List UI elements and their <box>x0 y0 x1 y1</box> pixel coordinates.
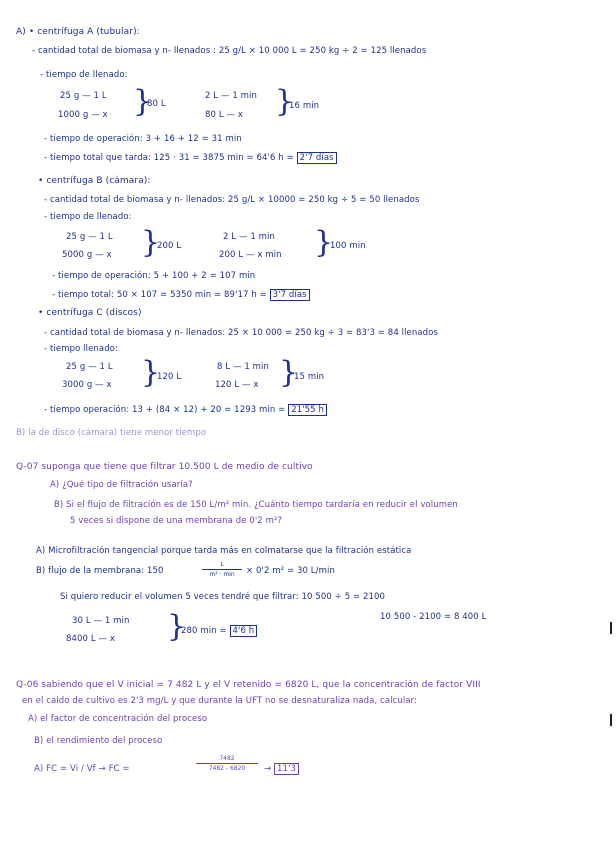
section-b-fill-result: 100 min <box>330 241 366 251</box>
q06-answer-box: 11'3 <box>274 763 299 775</box>
q07-answer-b-flow-result: × 0'2 m² = 30 L/min <box>246 566 335 576</box>
section-c-operation-box: 21'55 h <box>288 404 327 416</box>
section-a-line-biomass: - cantidad total de biomasa y n- llenados : 25 g/L × 10 000 L = 250 kg ÷ 2 = 125 llenados <box>32 46 427 56</box>
section-a-fill-result: 16 min <box>289 101 320 111</box>
section-a-total-text: - tiempo total que tarda: 125 · 31 = 3875 min = 64'6 h = <box>44 153 294 163</box>
q06-title-line2: en el caldo de cultivo es 2'3 mg/L y que durante la UFT no se desnaturaliza nada, calcular: <box>22 696 418 706</box>
section-b-rule-2: 5000 g — x <box>62 250 112 260</box>
brace: } <box>133 84 153 119</box>
scan-edge-mark <box>610 622 612 634</box>
brace: } <box>141 355 161 390</box>
brace: } <box>141 225 161 260</box>
q07-flow-fraction <box>202 561 242 578</box>
section-a-rule-1: 25 g — 1 L <box>60 91 107 101</box>
q07-question-b-line2: 5 veces si dispone de una membrana de 0'2 m²? <box>70 516 283 526</box>
section-b-total-box: 3'7 días <box>270 289 310 301</box>
q07-question-b-line1: B) Si el flujo de filtración es de 150 L/m² min. ¿Cuánto tiempo tardaría en reducir el volumen <box>54 500 458 510</box>
q06-answer-arrow: → <box>264 764 272 774</box>
section-b-line-total <box>52 290 310 300</box>
q06-fraction-den: 7482 - 6820 <box>208 765 246 772</box>
q07-question-a: A) ¿Qué tipo de filtración usaría? <box>50 480 193 490</box>
section-a-rule-3: 2 L — 1 min <box>205 91 257 101</box>
q07-proportion-2: 8400 L — x <box>66 634 116 644</box>
q06-answer-a: A) FC = Vi / Vf → FC = <box>34 764 130 774</box>
section-a-line-operation: - tiempo de operación: 3 + 16 + 12 = 31 min <box>44 134 242 144</box>
section-b-line-fill-time: - tiempo de llenado: <box>44 212 132 222</box>
section-c-line-biomass: - cantidad total de biomasa y n- llenados: 25 × 10 000 = 250 kg ÷ 3 = 83'3 = 84 llenados <box>44 328 439 338</box>
q06-question-a: A) el factor de concentración del proceso <box>28 714 208 724</box>
section-a-rule-2: 1000 g — x <box>58 110 108 120</box>
section-b-rule-4: 200 L — x min <box>219 250 282 260</box>
q07-answer-b-flow: B) flujo de la membrana: 150 <box>36 566 164 576</box>
section-a-total-box: 2'7 días <box>297 152 337 164</box>
section-c-title: • centrífuga C (discos) <box>38 308 142 318</box>
section-b-rule-result: 200 L <box>157 241 182 251</box>
q06-fraction <box>196 755 258 772</box>
brace: } <box>279 355 299 390</box>
q07-flow-fraction-den: m² · min <box>209 571 235 578</box>
q06-answer-result <box>264 764 299 774</box>
section-c-rule-4: 120 L — x <box>215 380 259 390</box>
brace: } <box>167 609 187 644</box>
section-c-fill-result: 15 min <box>294 372 325 382</box>
q07-title: Q-07 suponga que tiene que filtrar 10.500 L de medio de cultivo <box>16 462 313 472</box>
section-b-total-text: - tiempo total: 50 × 107 = 5350 min = 89'17 h = <box>52 290 267 300</box>
section-b-line-operation: - tiempo de operación: 5 + 100 + 2 = 107 min <box>52 271 256 281</box>
q07-time-result <box>181 626 257 636</box>
section-b-line-biomass: - cantidad total de biomasa y n- llenados: 25 g/L × 10000 = 250 kg ÷ 5 = 50 llenados <box>44 195 420 205</box>
scan-edge-mark <box>610 714 612 726</box>
q07-proportion-1: 30 L — 1 min <box>72 616 130 626</box>
section-c-rule-1: 25 g — 1 L <box>66 362 113 372</box>
q07-answer-a: A) Microfiltración tangencial porque tarda más en colmatarse que la filtración estática <box>36 546 412 556</box>
q06-question-b: B) el rendimiento del proceso <box>34 736 163 746</box>
section-c-rule-3: 8 L — 1 min <box>217 362 269 372</box>
section-a-line-total <box>44 153 337 163</box>
section-a-rule-result: 80 L <box>147 99 166 109</box>
q07-answer-b-volume-result: 10 500 - 2100 = 8 400 L <box>380 612 487 622</box>
section-b-rule-1: 25 g — 1 L <box>66 232 113 242</box>
brace: } <box>314 225 334 260</box>
section-a-line-fill-time: - tiempo de llenado: <box>40 70 128 80</box>
q07-time-text: 280 min = <box>181 626 227 636</box>
section-c-operation-text: - tiempo operación: 13 + (84 × 12) + 20 = 1293 min = <box>44 405 286 415</box>
section-c-line-operation <box>44 405 327 415</box>
section-a-title: A) • centrífuga A (tubular): <box>16 27 140 37</box>
section-b-title: • centrífuga B (cámara): <box>38 176 151 186</box>
q07-time-box: 4'6 h <box>230 625 258 637</box>
brace: } <box>275 84 295 119</box>
q06-title-line1: Q-06 sabiendo que el V inicial = 7 482 L y el V retenido = 6820 L, que la concentración de factor VIII <box>16 680 481 690</box>
section-c-rule-result: 120 L <box>157 372 182 382</box>
section-b-answer: B) la de disco (cámara) tiene menor tiempo <box>16 428 207 438</box>
section-c-rule-2: 3000 g — x <box>62 380 112 390</box>
q06-fraction-num: 7482 <box>219 755 235 762</box>
section-a-rule-4: 80 L — x <box>205 110 243 120</box>
q07-flow-fraction-num: L <box>220 561 224 568</box>
section-b-rule-3: 2 L — 1 min <box>223 232 275 242</box>
q07-answer-b-volume: Si quiero reducir el volumen 5 veces tendré que filtrar: 10 500 ÷ 5 = 2100 <box>60 592 386 602</box>
section-c-line-fill-time: - tiempo llenado: <box>44 344 118 354</box>
